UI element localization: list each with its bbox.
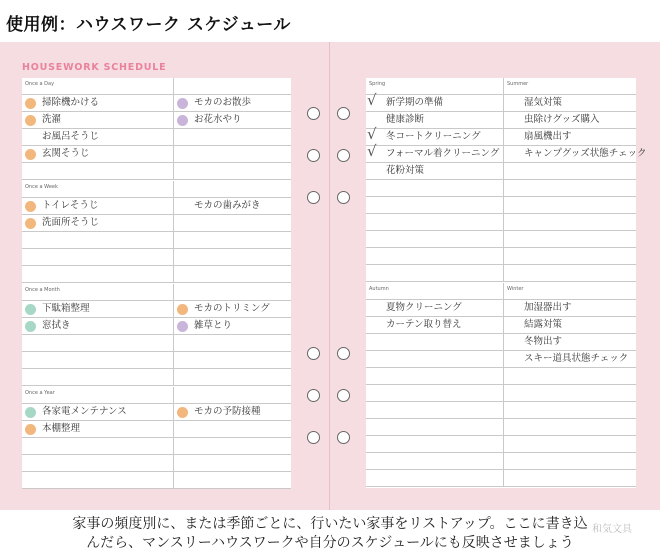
list-item [22, 335, 173, 352]
ring-hole-icon [337, 191, 350, 204]
section-label [174, 387, 291, 404]
list-item-text: 掃除機かける [42, 97, 100, 108]
list-item [366, 453, 503, 470]
ring-hole-icon [307, 347, 320, 360]
list-item [504, 214, 636, 231]
schedule-column [173, 284, 291, 386]
section-label: Spring [366, 78, 503, 95]
list-item-text: 各家電メンテナンス [42, 406, 127, 417]
section-label: Once a Week [22, 181, 173, 198]
list-item [366, 470, 503, 487]
list-item [504, 129, 636, 146]
ring-hole-icon [337, 431, 350, 444]
list-item [366, 231, 503, 248]
list-item [504, 112, 636, 129]
section-label: Autumn [366, 283, 503, 300]
list-item-text: 新学期の準備 [386, 97, 444, 108]
category-dot-icon [177, 321, 188, 332]
list-item [22, 232, 173, 249]
category-dot-icon [25, 201, 36, 212]
list-item [22, 146, 173, 163]
schedule-column [173, 387, 291, 489]
schedule-column [22, 387, 173, 489]
list-item-text: 夏物クリーニング [386, 302, 462, 313]
sheet-title: HOUSEWORK SCHEDULE [22, 62, 167, 73]
list-item [22, 438, 173, 455]
list-item-text: モカのお散歩 [194, 97, 252, 108]
list-item [22, 129, 173, 146]
category-dot-icon [25, 321, 36, 332]
category-dot-icon [177, 115, 188, 126]
list-item [174, 404, 291, 421]
list-item [174, 438, 291, 455]
checkmark-icon: √ [367, 125, 377, 143]
list-item [366, 265, 503, 282]
list-item [174, 335, 291, 352]
list-item [22, 472, 173, 489]
list-item [174, 95, 291, 112]
list-item [22, 352, 173, 369]
list-item [504, 453, 636, 470]
category-dot-icon [25, 304, 36, 315]
list-item-text: カーテン取り替え [386, 319, 462, 330]
section-label: Winter [504, 283, 636, 300]
page-heading: 使用例：ハウスワーク スケジュール [6, 15, 291, 35]
list-item [174, 352, 291, 369]
list-item [366, 112, 503, 129]
list-item [366, 180, 503, 197]
category-dot-icon [25, 98, 36, 109]
caption-line: んだら、マンスリーハウスワークや自分のスケジュールにも反映させましょう [86, 535, 574, 551]
list-item [174, 472, 291, 489]
schedule-column [503, 283, 636, 487]
list-item [366, 142, 503, 163]
list-item [22, 369, 173, 386]
list-item [366, 419, 503, 436]
list-item [366, 300, 503, 317]
list-item [174, 369, 291, 386]
list-item [22, 249, 173, 266]
list-item [366, 197, 503, 214]
list-item [22, 266, 173, 283]
schedule-column [503, 78, 647, 282]
list-item [504, 402, 636, 419]
ring-hole-icon [307, 389, 320, 402]
list-item-text: モカのトリミング [194, 303, 270, 314]
list-item [174, 232, 291, 249]
section-label: Once a Month [22, 284, 173, 301]
list-item-text: モカの予防接種 [194, 406, 261, 417]
schedule-column [22, 284, 173, 386]
schedule-column [173, 181, 291, 283]
list-item [504, 197, 636, 214]
list-item [22, 404, 173, 421]
list-item-text: お花水やり [194, 114, 242, 125]
list-item [366, 248, 503, 265]
list-item [22, 198, 173, 215]
list-item [504, 231, 636, 248]
list-item-text: 冬コートクリーニング [386, 131, 481, 142]
category-dot-icon [177, 407, 188, 418]
right-sheet [366, 78, 647, 488]
section-label: Summer [504, 78, 636, 95]
ring-hole-icon [307, 191, 320, 204]
list-item [504, 317, 636, 334]
section-label: Once a Year [22, 387, 173, 404]
list-item [504, 163, 636, 180]
list-item [22, 215, 173, 232]
list-item [366, 351, 503, 368]
caption [0, 515, 660, 553]
list-item [504, 419, 636, 436]
list-item-text: 洗面所そうじ [42, 217, 100, 228]
list-item-text: トイレそうじ [42, 200, 99, 211]
caption-line: 家事の頻度別に、または季節ごとに、行いたい家事をリストアップ。ここに書き込 [72, 516, 588, 532]
list-item [174, 455, 291, 472]
list-item [174, 112, 291, 129]
list-item-text: 玄関そうじ [42, 148, 90, 159]
ring-hole-icon [307, 431, 320, 444]
list-item-text: 扇風機出す [524, 131, 572, 142]
section-label [174, 181, 291, 198]
list-item [366, 91, 503, 112]
left-sheet [22, 62, 291, 488]
list-item-text: 窓拭き [42, 320, 71, 331]
checkmark-icon: √ [367, 142, 377, 160]
list-item [366, 317, 503, 334]
list-item [174, 301, 291, 318]
list-item [504, 265, 636, 282]
list-item [366, 368, 503, 385]
list-item [22, 455, 173, 472]
list-item [174, 421, 291, 438]
ring-hole-icon [337, 347, 350, 360]
category-dot-icon [25, 218, 36, 229]
list-item [22, 95, 173, 112]
list-item-text: 花粉対策 [386, 165, 425, 176]
category-dot-icon [25, 407, 36, 418]
list-item [366, 334, 503, 351]
category-dot-icon [25, 115, 36, 126]
ring-hole-icon [337, 149, 350, 162]
schedule-column [366, 78, 503, 282]
list-item [174, 146, 291, 163]
list-item-text: 湿気対策 [524, 97, 563, 108]
list-item [174, 129, 291, 146]
section-label [174, 284, 291, 301]
list-item-text: モカの歯みがき [194, 200, 261, 211]
schedule-column [173, 78, 291, 180]
list-item [174, 198, 291, 215]
category-dot-icon [25, 424, 36, 435]
list-item-text: 本棚整理 [42, 423, 81, 434]
binder-spread [0, 42, 660, 510]
list-item [22, 163, 173, 180]
list-item [504, 180, 636, 197]
list-item-text: 洗濯 [42, 114, 62, 125]
list-item-text: 結露対策 [524, 319, 563, 330]
list-item [366, 385, 503, 402]
list-item [366, 125, 503, 146]
list-item-text: 健康診断 [386, 114, 425, 125]
binder-fold [329, 42, 330, 510]
category-dot-icon [25, 149, 36, 160]
list-item-text: お風呂そうじ [42, 131, 100, 142]
list-item-text: スキー道具状態チェック [524, 353, 629, 364]
list-item [174, 215, 291, 232]
list-item [504, 146, 647, 163]
list-item [366, 163, 503, 180]
list-item [504, 436, 636, 453]
list-item [504, 248, 636, 265]
category-dot-icon [177, 304, 188, 315]
schedule-column [22, 78, 173, 180]
list-item [174, 163, 291, 180]
list-item [504, 351, 636, 368]
list-item [174, 266, 291, 283]
list-item-text: キャンプグッズ状態チェック [524, 148, 647, 159]
ring-hole-icon [307, 107, 320, 120]
list-item-text: 虫除けグッズ購入 [524, 114, 600, 125]
list-item [22, 112, 173, 129]
list-item-text: フォーマル着クリーニング [386, 148, 500, 159]
section-label [174, 78, 291, 95]
ring-hole-icon [337, 107, 350, 120]
schedule-column [366, 283, 503, 487]
watermark-logo: 和気文具 [592, 524, 632, 535]
list-item-text: 冬物出す [524, 336, 563, 347]
schedule-column [22, 181, 173, 283]
list-item [504, 470, 636, 487]
list-item [504, 334, 636, 351]
ring-hole-icon [307, 149, 320, 162]
checkmark-icon: √ [367, 91, 377, 109]
category-dot-icon [177, 98, 188, 109]
list-item [504, 95, 636, 112]
list-item [22, 301, 173, 318]
list-item [366, 436, 503, 453]
list-item [174, 318, 291, 335]
list-item-text: 加湿器出す [524, 302, 572, 313]
list-item-text: 下駄箱整理 [42, 303, 90, 314]
list-item [366, 214, 503, 231]
list-item [366, 402, 503, 419]
section-label: Once a Day [22, 78, 173, 95]
list-item-text: 雑草とり [194, 320, 233, 331]
list-item [504, 300, 636, 317]
list-item [504, 368, 636, 385]
list-item [22, 421, 173, 438]
ring-hole-icon [337, 389, 350, 402]
list-item [22, 318, 173, 335]
list-item [174, 249, 291, 266]
list-item [504, 385, 636, 402]
